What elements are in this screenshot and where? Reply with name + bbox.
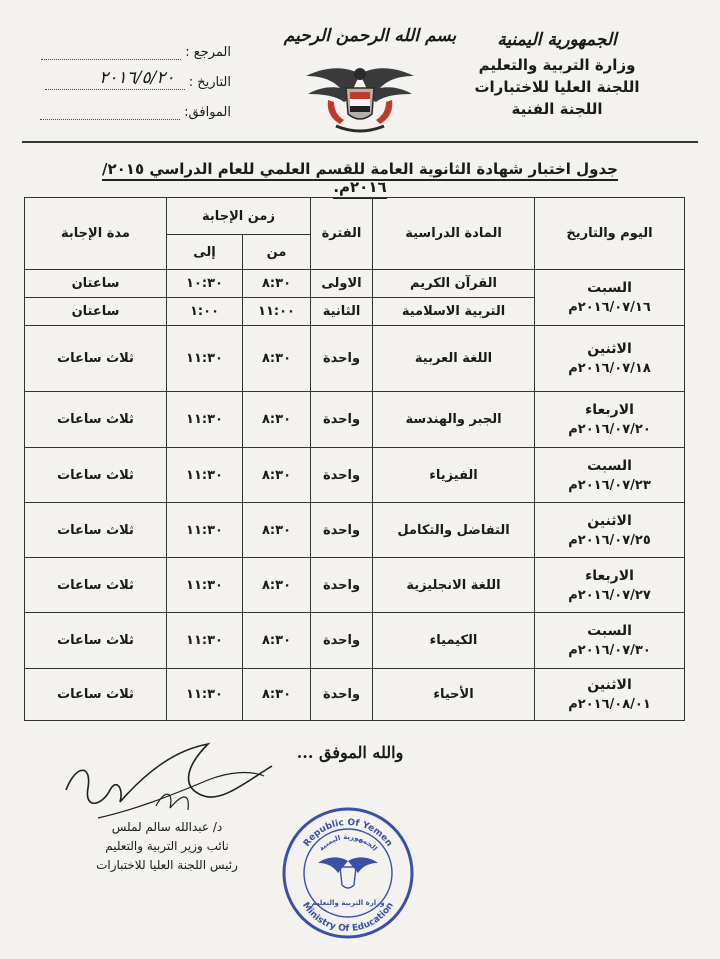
- day-cell: [535, 326, 685, 392]
- to-cell: ١١:٣٠: [167, 558, 243, 613]
- period-cell: واحدة: [311, 448, 373, 503]
- from-cell: ٨:٣٠: [243, 558, 311, 613]
- eagle-emblem-icon: [300, 60, 420, 138]
- corresponding-label: الموافق:: [184, 105, 231, 120]
- day-cell: [535, 270, 685, 326]
- signatory-role: نائب وزير التربية والتعليم: [105, 839, 229, 853]
- duration-cell: ثلاث ساعات: [25, 503, 167, 558]
- ministry-name: وزارة التربية والتعليم: [478, 56, 636, 74]
- from-cell: ٨:٣٠: [243, 613, 311, 669]
- period-cell: الاولى: [311, 270, 373, 298]
- signatory-block: [62, 818, 272, 875]
- subject-cell: اللغة الانجليزية: [373, 558, 535, 613]
- technical-committee: اللجنة الفنية: [511, 100, 603, 118]
- to-cell: ١١:٣٠: [167, 669, 243, 721]
- basmala: بسم الله الرحمن الرحيم: [283, 26, 457, 46]
- stamp-arabic-top: الجمهورية اليمنية: [317, 832, 379, 853]
- day-date: ٢٠١٦/٠٨/٠١م: [568, 697, 651, 712]
- to-cell: ١١:٣٠: [167, 326, 243, 392]
- header-duration: مدة الإجابة: [25, 198, 167, 270]
- to-cell: ١١:٣٠: [167, 392, 243, 448]
- period-cell: واحدة: [311, 503, 373, 558]
- subject-cell: القرآن الكريم: [373, 270, 535, 298]
- table-row: [25, 448, 685, 503]
- subject-cell: الفيزياء: [373, 448, 535, 503]
- day-name: الاربعاء: [585, 402, 634, 418]
- table-row: [25, 326, 685, 392]
- date-row: [36, 70, 231, 100]
- to-cell: ١:٠٠: [167, 298, 243, 326]
- day-date: ٢٠١٦/٠٧/٢٧م: [568, 587, 651, 603]
- closing-phrase: والله الموفق ...: [296, 743, 404, 762]
- from-cell: ٨:٣٠: [243, 448, 311, 503]
- date-label: التاريخ :: [188, 75, 231, 90]
- header-from: من: [243, 235, 311, 270]
- day-cell: [535, 558, 685, 613]
- duration-cell: ثلاث ساعات: [25, 669, 167, 721]
- day-date: ٢٠١٦/٠٧/٢٣م: [568, 477, 651, 493]
- reference-label: المرجع :: [185, 45, 231, 60]
- gov-name: الجمهورية اليمنية: [497, 30, 617, 50]
- svg-text:الجمهورية اليمنية: [317, 833, 378, 853]
- table-row: [25, 669, 685, 721]
- duration-cell: ثلاث ساعات: [25, 392, 167, 448]
- duration-cell: ثلاث ساعات: [25, 558, 167, 613]
- header-time: زمن الإجابة: [167, 198, 311, 235]
- letterhead-left: [36, 40, 231, 130]
- table-header-row: [25, 198, 685, 235]
- header-day: اليوم والتاريخ: [535, 198, 685, 270]
- header-subject: المادة الدراسية: [373, 198, 535, 270]
- table-row: [25, 558, 685, 613]
- exam-schedule-table: [24, 197, 685, 721]
- day-cell: [535, 392, 685, 448]
- corresponding-line: [40, 105, 180, 120]
- day-name: الاثنين: [587, 341, 632, 357]
- day-date: ٢٠١٦/٠٧/١٦م: [568, 300, 651, 315]
- duration-cell: ساعتان: [25, 270, 167, 298]
- subject-cell: اللغة العربية: [373, 326, 535, 392]
- to-cell: ١٠:٣٠: [167, 270, 243, 298]
- corresponding-row: [36, 100, 231, 130]
- letterhead-right: [452, 30, 662, 120]
- stamp-arabic-bottom: وزارة التربية والتعليم: [311, 899, 385, 907]
- stamp-english-top: Republic Of Yemen: [302, 817, 394, 849]
- day-cell: [535, 448, 685, 503]
- duration-cell: ساعتان: [25, 298, 167, 326]
- subject-cell: الأحياء: [373, 669, 535, 721]
- table-row: [25, 503, 685, 558]
- period-cell: واحدة: [311, 326, 373, 392]
- from-cell: ٨:٣٠: [243, 392, 311, 448]
- table-row: [25, 613, 685, 669]
- stamp-english-bottom: Ministry Of Education: [300, 900, 396, 935]
- day-date: ٢٠١٦/٠٧/٢٥م: [568, 532, 651, 548]
- subject-cell: الجبر والهندسة: [373, 392, 535, 448]
- day-name: السبت: [587, 457, 632, 474]
- table-row: [25, 392, 685, 448]
- duration-cell: ثلاث ساعات: [25, 448, 167, 503]
- period-cell: واحدة: [311, 613, 373, 669]
- period-cell: واحدة: [311, 392, 373, 448]
- day-cell: [535, 503, 685, 558]
- day-cell: [535, 669, 685, 721]
- document-title: [80, 160, 640, 196]
- day-name: السبت: [587, 623, 632, 639]
- subject-cell: التفاضل والتكامل: [373, 503, 535, 558]
- date-value: ٢٠١٦/٥/٢٠: [99, 68, 175, 88]
- duration-cell: ثلاث ساعات: [25, 326, 167, 392]
- period-cell: واحدة: [311, 669, 373, 721]
- day-name: الاربعاء: [585, 567, 634, 584]
- header-to: إلى: [167, 235, 243, 270]
- signatory-name: د/ عبدالله سالم لملس: [111, 820, 223, 834]
- from-cell: ١١:٠٠: [243, 298, 311, 326]
- table-row: [25, 270, 685, 298]
- subject-cell: الكيمياء: [373, 613, 535, 669]
- duration-cell: ثلاث ساعات: [25, 613, 167, 669]
- to-cell: ١١:٣٠: [167, 503, 243, 558]
- reference-line: [41, 45, 181, 60]
- signatory-role: رئيس اللجنة العليا للاختبارات: [96, 858, 238, 872]
- ministry-stamp-icon: [280, 805, 416, 941]
- subject-cell: التربية الاسلامية: [373, 298, 535, 326]
- header-divider: [22, 141, 698, 143]
- date-line: [45, 68, 185, 90]
- title-text: جدول اختبار شهادة الثانوية العامة للقسم العلمي للعام الدراسي ٢٠١٥/ ٢٠١٦م.: [102, 160, 618, 199]
- day-date: ٢٠١٦/٠٧/٣٠م: [568, 643, 651, 658]
- day-name: الاثنين: [587, 677, 632, 693]
- day-name: السبت: [587, 280, 632, 296]
- period-cell: الثانية: [311, 298, 373, 326]
- header-period: الفترة: [311, 198, 373, 270]
- day-date: ٢٠١٦/٠٧/٢٠م: [568, 422, 651, 437]
- to-cell: ١١:٣٠: [167, 448, 243, 503]
- day-cell: [535, 613, 685, 669]
- from-cell: ٨:٣٠: [243, 326, 311, 392]
- to-cell: ١١:٣٠: [167, 613, 243, 669]
- committee-name: اللجنة العليا للاختبارات: [474, 78, 640, 96]
- from-cell: ٨:٣٠: [243, 503, 311, 558]
- day-date: ٢٠١٦/٠٧/١٨م: [568, 361, 651, 376]
- from-cell: ٨:٣٠: [243, 669, 311, 721]
- from-cell: ٨:٣٠: [243, 270, 311, 298]
- period-cell: واحدة: [311, 558, 373, 613]
- day-name: الاثنين: [587, 512, 632, 529]
